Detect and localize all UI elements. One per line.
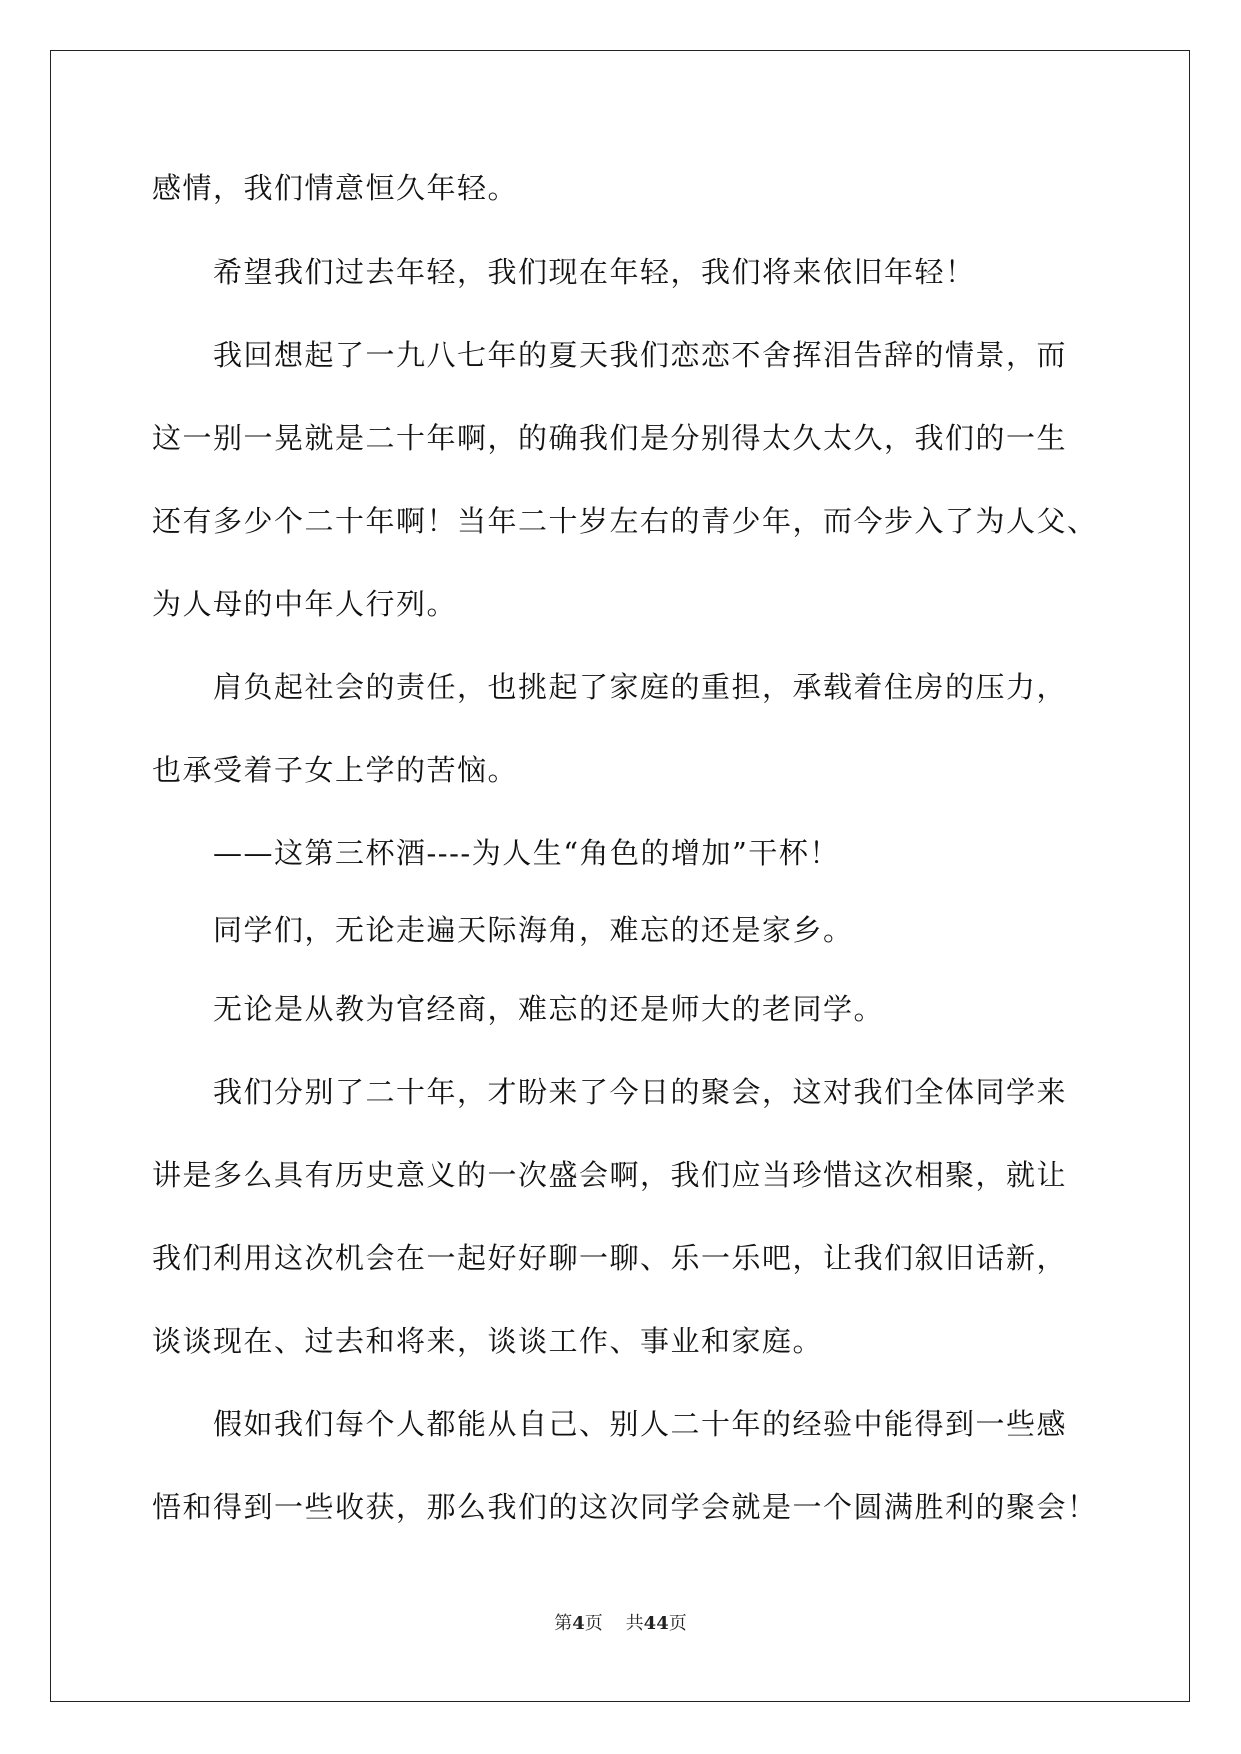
text-line-4: 这一别一晃就是二十年啊，的确我们是分别得太久太久，我们的一生 xyxy=(152,421,1068,455)
text-line-10: 同学们，无论走遍天际海角，难忘的还是家乡。 xyxy=(152,913,854,947)
text-line-12: 我们分别了二十年，才盼来了今日的聚会，这对我们全体同学来 xyxy=(152,1075,1068,1109)
text-line-6: 为人母的中年人行列。 xyxy=(152,587,458,621)
text-line-17: 悟和得到一些收获，那么我们的这次同学会就是一个圆满胜利的聚会！ xyxy=(152,1490,1098,1524)
page-number-footer xyxy=(0,1612,1241,1636)
footer-page-word: 页 xyxy=(584,1613,603,1634)
footer-total-pages: 44 xyxy=(643,1613,669,1634)
text-line-16: 假如我们每个人都能从自己、别人二十年的经验中能得到一些感 xyxy=(152,1407,1068,1441)
footer-total-prefix: 共 xyxy=(625,1613,644,1634)
text-line-9: ——这第三杯酒----为人生“角色的增加”干杯！ xyxy=(152,836,840,870)
text-line-7: 肩负起社会的责任，也挑起了家庭的重担，承载着住房的压力， xyxy=(152,670,1068,704)
footer-prefix: 第 xyxy=(554,1613,573,1634)
text-line-14: 我们利用这次机会在一起好好聊一聊、乐一乐吧，让我们叙旧话新， xyxy=(152,1241,1068,1275)
text-line-1: 感情，我们情意恒久年轻。 xyxy=(152,171,519,205)
text-line-13: 讲是多么具有历史意义的一次盛会啊，我们应当珍惜这次相聚，就让 xyxy=(152,1158,1068,1192)
text-line-15: 谈谈现在、过去和将来，谈谈工作、事业和家庭。 xyxy=(152,1324,824,1358)
text-line-5: 还有多少个二十年啊！当年二十岁左右的青少年，而今步入了为人父、 xyxy=(152,504,1098,538)
page-border xyxy=(50,50,1190,1702)
text-line-2: 希望我们过去年轻，我们现在年轻，我们将来依旧年轻！ xyxy=(152,255,976,289)
text-line-8: 也承受着子女上学的苦恼。 xyxy=(152,753,519,787)
text-line-11: 无论是从教为官经商，难忘的还是师大的老同学。 xyxy=(152,992,885,1026)
footer-total-suffix: 页 xyxy=(668,1613,687,1634)
footer-current-page: 4 xyxy=(572,1613,585,1634)
text-line-3: 我回想起了一九八七年的夏天我们恋恋不舍挥泪告辞的情景，而 xyxy=(152,338,1068,372)
